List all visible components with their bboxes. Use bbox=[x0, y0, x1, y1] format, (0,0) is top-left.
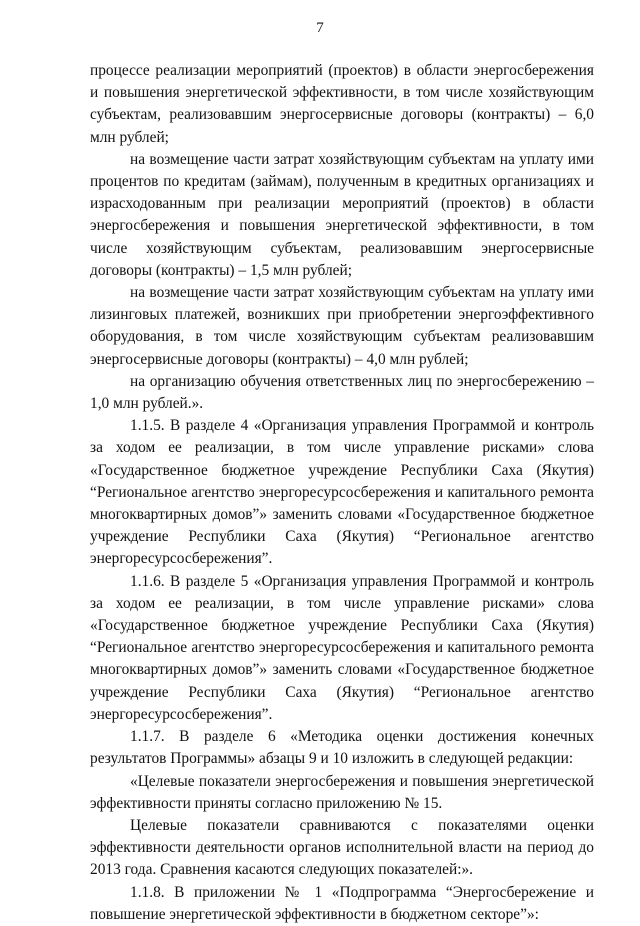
paragraph: на возмещение части затрат хозяйствующим субъектам на уплату ими процентов по кредитам (займам), полученным в кредитных организациях и израсходованным при реализации мероприятий (проектов) в области энергосбережения и повышения энергетической эффективности, в том числе хозяйствующим субъектам, реализовавшим энергосервисные договоры (контракты) – 1,5 млн рублей; bbox=[90, 150, 594, 279]
paragraph: на организацию обучения ответственных лиц по энергосбережению – 1,0 млн рублей.». bbox=[90, 372, 594, 413]
paragraph: 1.1.7. В разделе 6 «Методика оценки достижения конечных результатов Программы» абзацы 9 и 10 изложить в следующей редакции: bbox=[90, 728, 594, 768]
paragraph: на возмещение части затрат хозяйствующим субъектам на уплату ими лизинговых платежей, возникших при приобретении энергоэффективного оборудования, в том числе хозяйствующим субъектам реализовавшим энергосервисные договоры (контракты) – 4,0 млн рублей; bbox=[90, 284, 594, 368]
paragraph: Целевые показатели сравниваются с показателями оценки эффективности деятельности органов исполнительной власти на период до 2013 года. Сравнения касаются следующих показателей:». bbox=[90, 816, 594, 879]
paragraph: 1.1.6. В разделе 5 «Организация управления Программой и контроль за ходом ее реализации, в том числе управление рисками» слова «Государственное бюджетное учреждение Республики Саха (Якутия) “Региональное агентство энергоресурсосбережения и капитального ремонта многоквартирных домов”» заменить словами «Государственное бюджетное учреждение Республики Саха (Якутия) “Региональное агентство энергоресурсосбережения”. bbox=[90, 572, 594, 723]
paragraph: 1.1.5. В разделе 4 «Организация управления Программой и контроль за ходом ее реализации, в том числе управление рисками» слова «Государственное бюджетное учреждение Республики Саха (Якутия) “Региональное агентство энергоресурсосбережения и капитального ремонта многоквартирных домов”» заменить словами «Государственное бюджетное учреждение Республики Саха (Якутия) “Региональное агентство энергоресурсосбережения”. bbox=[90, 417, 594, 568]
page-number: 7 bbox=[316, 20, 324, 36]
paragraph: процессе реализации мероприятий (проектов) в области энергосбережения и повышения энергетической эффективности, в том числе хозяйствующим субъектам, реализовавшим энергосервисные договоры (контракты) – 6,0 млн рублей; bbox=[90, 62, 594, 146]
document-body bbox=[90, 60, 594, 926]
paragraph: 1.1.8. В приложении № 1 «Подпрограмма “Энергосбережение и повышение энергетической эффективности в бюджетном секторе”»: bbox=[90, 883, 594, 923]
paragraph: «Целевые показатели энергосбережения и повышения энергетической эффективности приняты согласно приложению № 15. bbox=[90, 772, 594, 812]
